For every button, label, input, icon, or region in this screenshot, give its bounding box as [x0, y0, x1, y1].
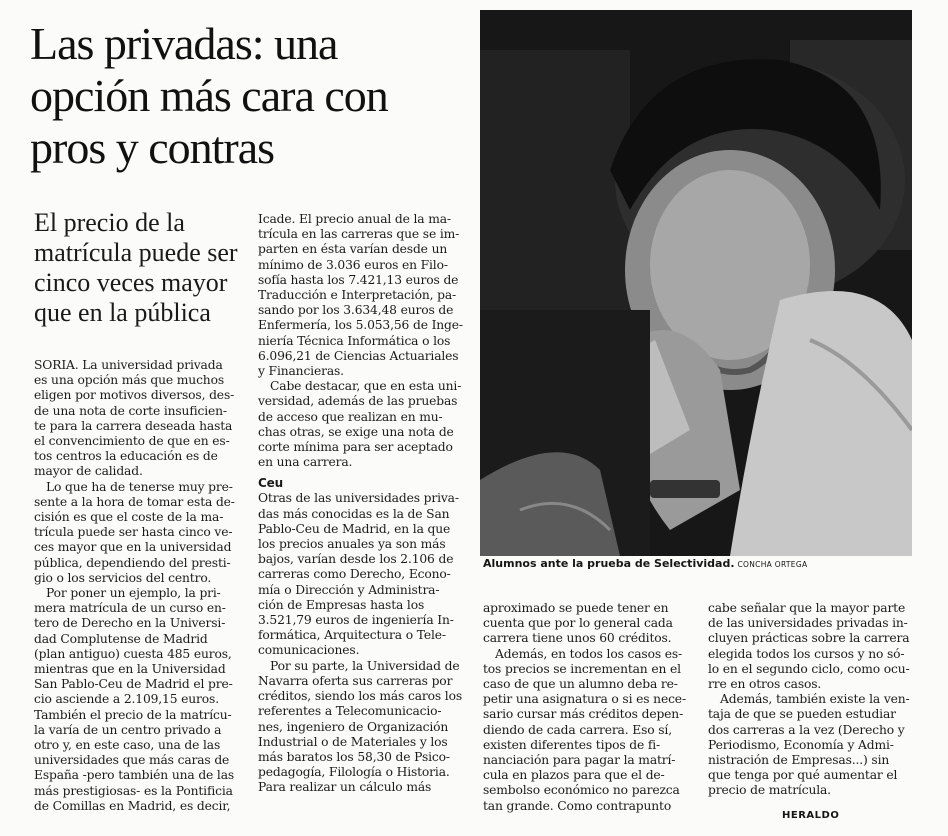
publication-signature: HERALDO	[782, 810, 840, 821]
article-text-line: elegida todos los cursos y no só-	[708, 646, 905, 661]
article-text-line: sente a la hora de tomar esta de-	[34, 494, 235, 509]
subheadline	[34, 208, 254, 328]
article-text-line: mía o Dirección y Administra-	[258, 582, 440, 597]
article-text-line: otro y, en este caso, una de las	[34, 738, 221, 753]
article-text-line: más baratos los 58,30 de Psico-	[258, 749, 450, 764]
article-text-line: mínimo de 3.036 euros en Filo-	[258, 257, 448, 272]
article-text-line: Navarra oferta sus carreras por	[258, 673, 453, 688]
news-photo	[480, 10, 912, 556]
article-text-line: mientras que en la Universidad	[34, 662, 226, 677]
article-text-line: tero de Derecho en la Universi-	[34, 616, 226, 631]
article-text-line: ción de Empresas hasta los	[258, 597, 425, 612]
article-text-line: referentes a Telecomunicacio-	[258, 704, 442, 719]
article-text-line: sofía hasta los 7.421,13 euros de	[258, 272, 459, 287]
headline-line: Las privadas: una	[30, 18, 338, 69]
article-text-line: petir una asignatura o si es nece-	[483, 692, 686, 707]
article-text-line: universidades que más caras de	[34, 753, 230, 768]
article-text-line: niería Técnica Informática o los	[258, 333, 451, 348]
article-text-line: diendo de cada carrera. Eso sí,	[483, 722, 672, 737]
article-column-1	[34, 358, 248, 814]
students-exam-photo	[480, 10, 912, 556]
article-text-line: cluyen prácticas sobre la carrera	[708, 631, 910, 646]
article-text-line: SORIA. La universidad privada	[34, 358, 223, 372]
article-text-line: carrera tiene unos 60 créditos.	[483, 631, 672, 646]
article-column-4	[708, 601, 922, 799]
article-column-2	[258, 212, 472, 796]
article-text-line: Cabe destacar, que en esta uni-	[270, 379, 462, 394]
article-text-line: tan grande. Como contrapunto	[483, 798, 672, 813]
article-text-line: aproximado se puede tener en	[483, 601, 669, 615]
article-text-line: Periodismo, Economía y Admi-	[708, 737, 894, 752]
article-text-line: Otras de las universidades priva-	[258, 491, 459, 506]
article-text-line: caso de que un alumno deba re-	[483, 677, 678, 692]
article-text-line: corte mínima para ser aceptado	[258, 440, 453, 455]
article-text-line: das más conocidas es la de San	[258, 506, 450, 521]
article-text-line: cula en plazos para que el de-	[483, 768, 665, 783]
article-text-line: 3.521,79 euros de ingeniería In-	[258, 613, 454, 628]
article-text-line: cuenta que por lo general cada	[483, 616, 673, 631]
article-text-line: dad Complutense de Madrid	[34, 631, 208, 646]
photo-credit: CONCHA ORTEGA	[737, 560, 808, 569]
article-text-line: parten en ésta varían desde un	[258, 242, 448, 257]
photo-caption	[483, 556, 913, 573]
article-text-line: Por su parte, la Universidad de	[270, 658, 460, 673]
article-text-line: el convencimiento de que en es-	[34, 434, 230, 449]
article-text-line: de acceso que realizan en mu-	[258, 409, 443, 424]
article-text-line: de Comillas en Madrid, es decir,	[34, 798, 231, 813]
article-text-line: de una nota de corte insuficien-	[34, 403, 227, 418]
article-text-line: sembolso económico no parezca	[483, 783, 680, 798]
article-text-line: tos precios se incrementan en el	[483, 661, 681, 676]
article-text-line: te para la carrera deseada hasta	[34, 418, 233, 433]
article-text-line: versidad, además de las pruebas	[258, 394, 458, 409]
article-text-line: que tenga por qué aumentar el	[708, 768, 898, 783]
article-text-line: España -pero también una de las	[34, 768, 235, 783]
article-text-line: Además, en todos los casos es-	[495, 646, 683, 661]
article-text-line: mera matrícula de un curso en-	[34, 601, 226, 616]
article-text-line: 6.096,21 de Ciencias Actuariales	[258, 348, 459, 363]
article-text-line: gio o los servicios del centro.	[34, 570, 212, 585]
article-text-line: trícula en las carreras que se im-	[258, 227, 460, 242]
section-heading: Ceu	[258, 476, 284, 491]
article-text-line: cio asciende a 2.109,15 euros.	[34, 692, 219, 707]
caption-text: Alumnos ante la prueba de Selectividad.	[483, 557, 735, 570]
article-text-line: Enfermería, los 5.053,56 de Inge-	[258, 318, 463, 333]
article-text-line: formática, Arquitectura o Tele-	[258, 628, 446, 643]
article-text-line: cisión es que el coste de la ma-	[34, 510, 224, 525]
article-text-line: comunicaciones.	[258, 643, 360, 658]
headline-line: opción más cara con	[30, 70, 388, 121]
article-text-line: en una carrera.	[258, 455, 353, 470]
article-text-line: Por poner un ejemplo, la pri-	[46, 586, 221, 601]
headline-line: pros y contras	[30, 122, 275, 173]
article-text-line: sando por los 3.634,48 euros de	[258, 303, 454, 318]
article-text-line: sario cursar más créditos depen-	[483, 707, 684, 722]
article-text-line: También el precio de la matrícu-	[34, 707, 232, 722]
article-text-line: la varía de un centro privado a	[34, 722, 222, 737]
article-text-line: pedagogía, Filología o Historia.	[258, 765, 450, 780]
article-text-line: Industrial o de Materiales y los	[258, 734, 448, 749]
article-text-line: Icade. El precio anual de la ma-	[258, 212, 451, 226]
article-text-line: San Pablo-Ceu de Madrid el pre-	[34, 677, 233, 692]
article-text-line: chas otras, se exige una nota de	[258, 424, 454, 439]
article-text-line: es una opción más que muchos	[34, 373, 224, 388]
article-text-line: cabe señalar que la mayor parte	[708, 601, 906, 615]
article-text-line: tos centros la educación es de	[34, 449, 218, 464]
article-text-line: bajos, varían desde los 2.106 de	[258, 552, 454, 567]
article-text-line: rre en otros casos.	[708, 677, 822, 692]
article-text-line: Traducción e Interpretación, pa-	[258, 288, 457, 303]
article-text-line: eligen por motivos diversos, des-	[34, 388, 235, 403]
article-text-line: Además, también existe la ven-	[720, 692, 910, 707]
article-text-line: créditos, siendo los más caros los	[258, 689, 462, 704]
article-text-line: de las universidades privadas in-	[708, 616, 908, 631]
article-column-3	[483, 601, 697, 814]
article-text-line: nanciación para pagar la matrí-	[483, 753, 676, 768]
article-text-line: los precios anuales ya son más	[258, 537, 446, 552]
article-text-line: nes, ingeniero de Organización	[258, 719, 449, 734]
headline	[30, 18, 470, 174]
subhead-line: El precio de la	[34, 208, 185, 237]
article-text-line: carreras como Derecho, Econo-	[258, 567, 451, 582]
subhead-line: matrícula puede ser	[34, 238, 238, 267]
article-text-line: Para realizar un cálculo más	[258, 780, 432, 795]
subhead-line: cinco veces mayor	[34, 268, 228, 297]
article-text-line: trícula puede ser hasta cinco ve-	[34, 525, 233, 540]
article-text-line: precio de matrícula.	[708, 783, 831, 798]
article-text-line: nistración de Empresas...) sin	[708, 753, 890, 768]
article-text-line: más prestigiosas- es la Pontificia	[34, 783, 233, 798]
article-text-line: Pablo-Ceu de Madrid, en la que	[258, 521, 451, 536]
article-text-line: mayor de calidad.	[34, 464, 143, 479]
article-text-line: existen diferentes tipos de fi-	[483, 737, 661, 752]
article-text-line: dos carreras a la vez (Derecho y	[708, 722, 905, 737]
article-text-line: y Financieras.	[258, 364, 344, 379]
article-text-line: (plan antiguo) cuesta 485 euros,	[34, 646, 232, 661]
article-text-line: Lo que ha de tenerse muy pre-	[46, 479, 233, 494]
article-text-line: pública, dependiendo del presti-	[34, 555, 231, 570]
article-text-line: ces mayor que en la universidad	[34, 540, 232, 555]
subhead-line: que en la pública	[34, 298, 211, 327]
article-text-line: lo en el segundo ciclo, como ocu-	[708, 661, 910, 676]
article-text-line: taja de que se pueden estudiar	[708, 707, 896, 722]
